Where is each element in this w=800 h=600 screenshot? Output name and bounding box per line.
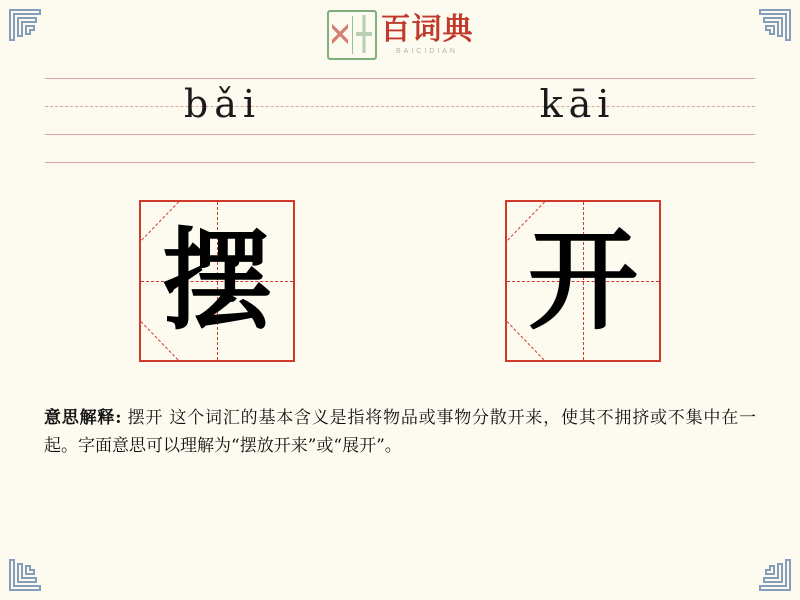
pinyin-text: bǎi: [183, 82, 262, 126]
logo-title: 百词典: [380, 12, 474, 47]
character-glyph: 摆: [162, 217, 272, 345]
character-box: [139, 200, 295, 362]
pinyin-staff: [45, 78, 755, 164]
character-grid-row: [0, 200, 800, 362]
character-glyph: 开: [528, 217, 638, 345]
explanation-text: 摆开 这个词汇的基本含义是指将物品或事物分散开来，使其不拥挤或不集中在一起。字面意思可以理解为“摆放开来”或“展开”。: [44, 408, 756, 456]
corner-ornament-icon: [758, 558, 792, 592]
seal-square-icon: [327, 10, 377, 60]
character-box: [505, 200, 661, 362]
logo-subtitle: BAICIDIAN: [395, 48, 458, 55]
pinyin-text: kāi: [539, 82, 616, 126]
corner-ornament-icon: [8, 558, 42, 592]
explanation-label: 意思解释:: [44, 408, 122, 428]
explanation-block: [44, 405, 756, 460]
staff-line-bottom: [45, 162, 755, 163]
staff-line-middle: [45, 134, 755, 135]
site-logo: [0, 10, 800, 60]
